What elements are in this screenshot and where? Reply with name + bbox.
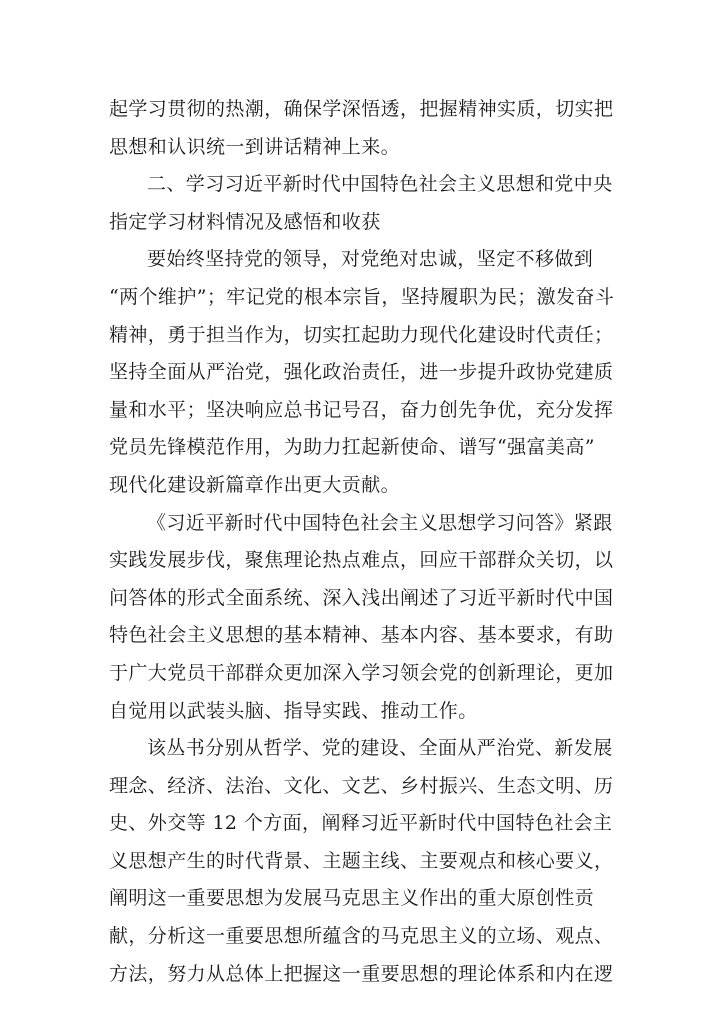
paragraph-line: 于广大党员干部群众更加深入学习领会党的创新理论，更加 [109,661,614,684]
paragraph-line: 自觉用以武装头脑、指导实践、推动工作。 [109,699,478,722]
paragraph-line: 党员先锋模范作用，为助力扛起新使命、谱写“强富美高” [109,436,595,459]
paragraph-line: 阐明这一重要思想为发展马克思主义作出的重大原创性贡 [109,887,595,910]
paragraph-line: 理念、经济、法治、文化、文艺、乡村振兴、生态文明、历 [109,774,614,797]
paragraph-line: 要始终坚持党的领导，对党绝对忠诚，坚定不移做到 [147,248,594,271]
paragraph-line: 献，分析这一重要思想所蕴含的马克思主义的立场、观点、 [109,925,614,948]
body-text [109,91,629,993]
paragraph-line: 实践发展步伐，聚焦理论热点难点，回应干部群众关切，以 [109,549,614,572]
paragraph-line: 该丛书分别从哲学、党的建设、全面从严治党、新发展 [147,737,613,760]
paragraph-line: 义思想产生的时代背景、主题主线、主要观点和核心要义， [109,849,614,872]
section-heading-line: 二、学习习近平新时代中国特色社会主义思想和党中央 [147,173,613,196]
paragraph-line: 现代化建设新篇章作出更大贡献。 [109,473,401,496]
paragraph-line: 史、外交等 12 个方面，阐释习近平新时代中国特色社会主 [109,812,613,835]
paragraph-line: 《习近平新时代中国特色社会主义思想学习问答》紧跟 [147,511,613,534]
paragraph-line: 思想和认识统一到讲话精神上来。 [109,135,401,158]
paragraph-line: “两个维护”；牢记党的根本宗旨，坚持履职为民；激发奋斗 [109,285,615,308]
paragraph-line: 方法，努力从总体上把握这一重要思想的理论体系和内在逻 [109,962,614,985]
paragraph-line: 起学习贯彻的热潮，确保学深悟透，把握精神实质，切实把 [109,98,614,120]
section-heading-line: 指定学习材料情况及感悟和收获 [109,210,381,233]
paragraph-line: 量和水平；坚决响应总书记号召，奋力创先争优，充分发挥 [109,398,614,421]
paragraph-line: 坚持全面从严治党，强化政治责任，进一步提升政协党建质 [109,361,614,384]
paragraph-line: 问答体的形式全面系统、深入浅出阐述了习近平新时代中国 [109,586,614,609]
paragraph-line: 精神，勇于担当作为，切实扛起助力现代化建设时代责任； [109,323,614,346]
paragraph-line: 特色社会主义思想的基本精神、基本内容、基本要求，有助 [109,624,614,647]
